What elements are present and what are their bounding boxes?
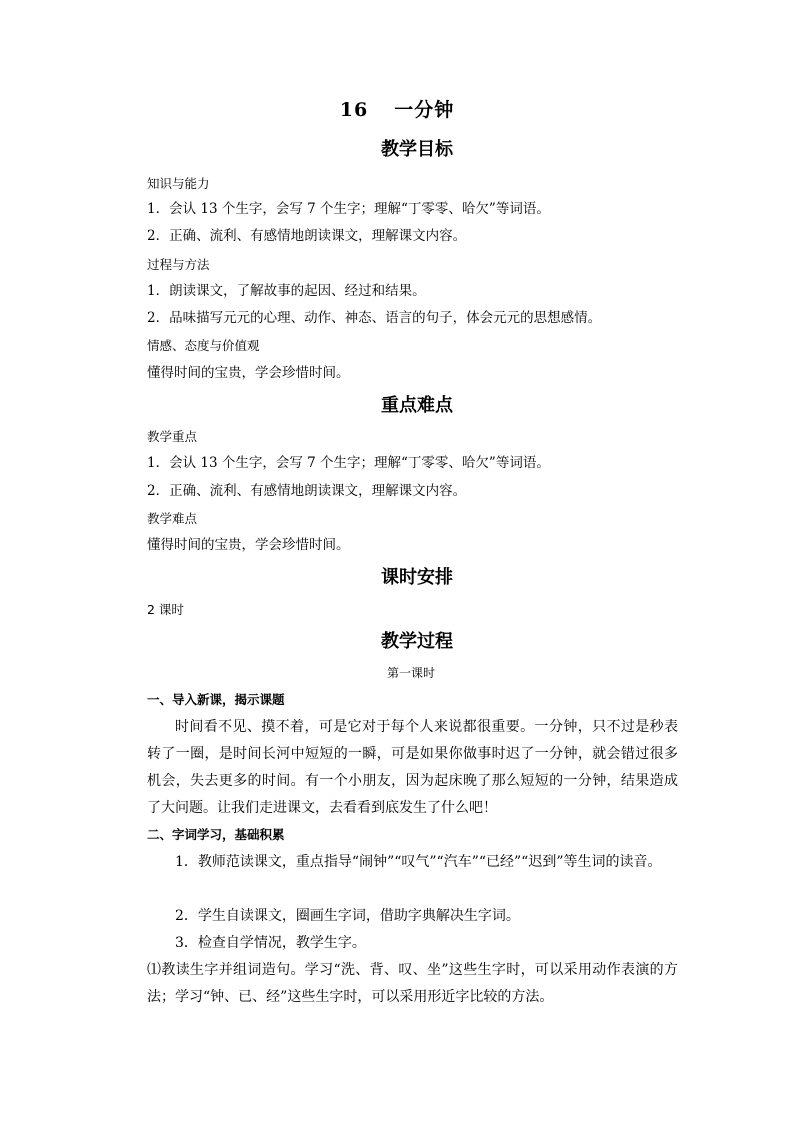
part2-step-1: 1．教师范读课文，重点指导“闹钟”“叹气”“汽车”“已经”“迟到”等生词的读音。 [175, 854, 662, 870]
process-item-1: 1．朗读课文，了解故事的起因、经过和结果。 [147, 283, 426, 299]
focus-item-1: 1．会认 13 个生字，会写 7 个生字；理解“丁零零、哈欠”等词语。 [147, 455, 550, 471]
focus-item-2: 2．正确、流利、有感情地朗读课文，理解课文内容。 [147, 483, 467, 499]
part2-note: ⑴教读生字并组词造句。学习“洗、背、叹、坐”这些生字时，可以采用动作表演的方法；学习“钟、已、经”这些生字时，可以采用形近字比较的方法。 [147, 962, 678, 1005]
goals-heading: 教学目标 [381, 139, 453, 160]
part2-step-2: 2．学生自读课文，圈画生字词，借助字典解决生字词。 [175, 908, 520, 924]
knowledge-label: 知识与能力 [147, 176, 210, 191]
lesson-period: 第一课时 [386, 666, 435, 680]
process-label: 过程与方法 [147, 257, 210, 272]
schedule-text: 2 课时 [147, 602, 184, 617]
process-item-2: 2．品味描写元元的心理、动作、神态、语言的句子，体会元元的思想感情。 [147, 310, 602, 326]
difficulty-label: 教学难点 [147, 511, 198, 526]
keypoints-heading: 重点难点 [381, 395, 453, 416]
focus-label: 教学重点 [147, 429, 198, 444]
part2-step-3: 3．检查自学情况，教学生字。 [175, 935, 366, 951]
emotion-label: 情感、态度与价值观 [147, 338, 260, 353]
schedule-heading: 课时安排 [381, 567, 453, 588]
emotion-item-1: 懂得时间的宝贵，学会珍惜时间。 [147, 365, 350, 381]
part2-title: 二、字词学习，基础积累 [147, 827, 285, 842]
lesson-title [0, 101, 794, 120]
knowledge-item-2: 2．正确、流利、有感情地朗读课文，理解课文内容。 [147, 228, 467, 244]
lesson-name: 一分钟 [394, 99, 455, 121]
knowledge-item-1: 1．会认 13 个生字，会写 7 个生字；理解“丁零零、哈欠”等词语。 [147, 201, 550, 217]
process-heading: 教学过程 [381, 631, 453, 652]
difficulty-item-1: 懂得时间的宝贵，学会珍惜时间。 [147, 537, 350, 553]
part1-paragraph: 时间看不见、摸不着，可是它对于每个人来说都很重要。一分钟，只不过是秒表转了一圈，是时间长河中短短的一瞬，可是如果你做事时迟了一分钟，就会错过很多机会，失去更多的时间。有一个小朋友，因为起床晚了那么短短的一分钟，结果造成了大问题。让我们走进课文，去看看到底发生了什么吧！ [147, 719, 678, 816]
part1-title: 一、导入新课，揭示课题 [147, 692, 285, 707]
lesson-number: 16 [339, 99, 369, 121]
